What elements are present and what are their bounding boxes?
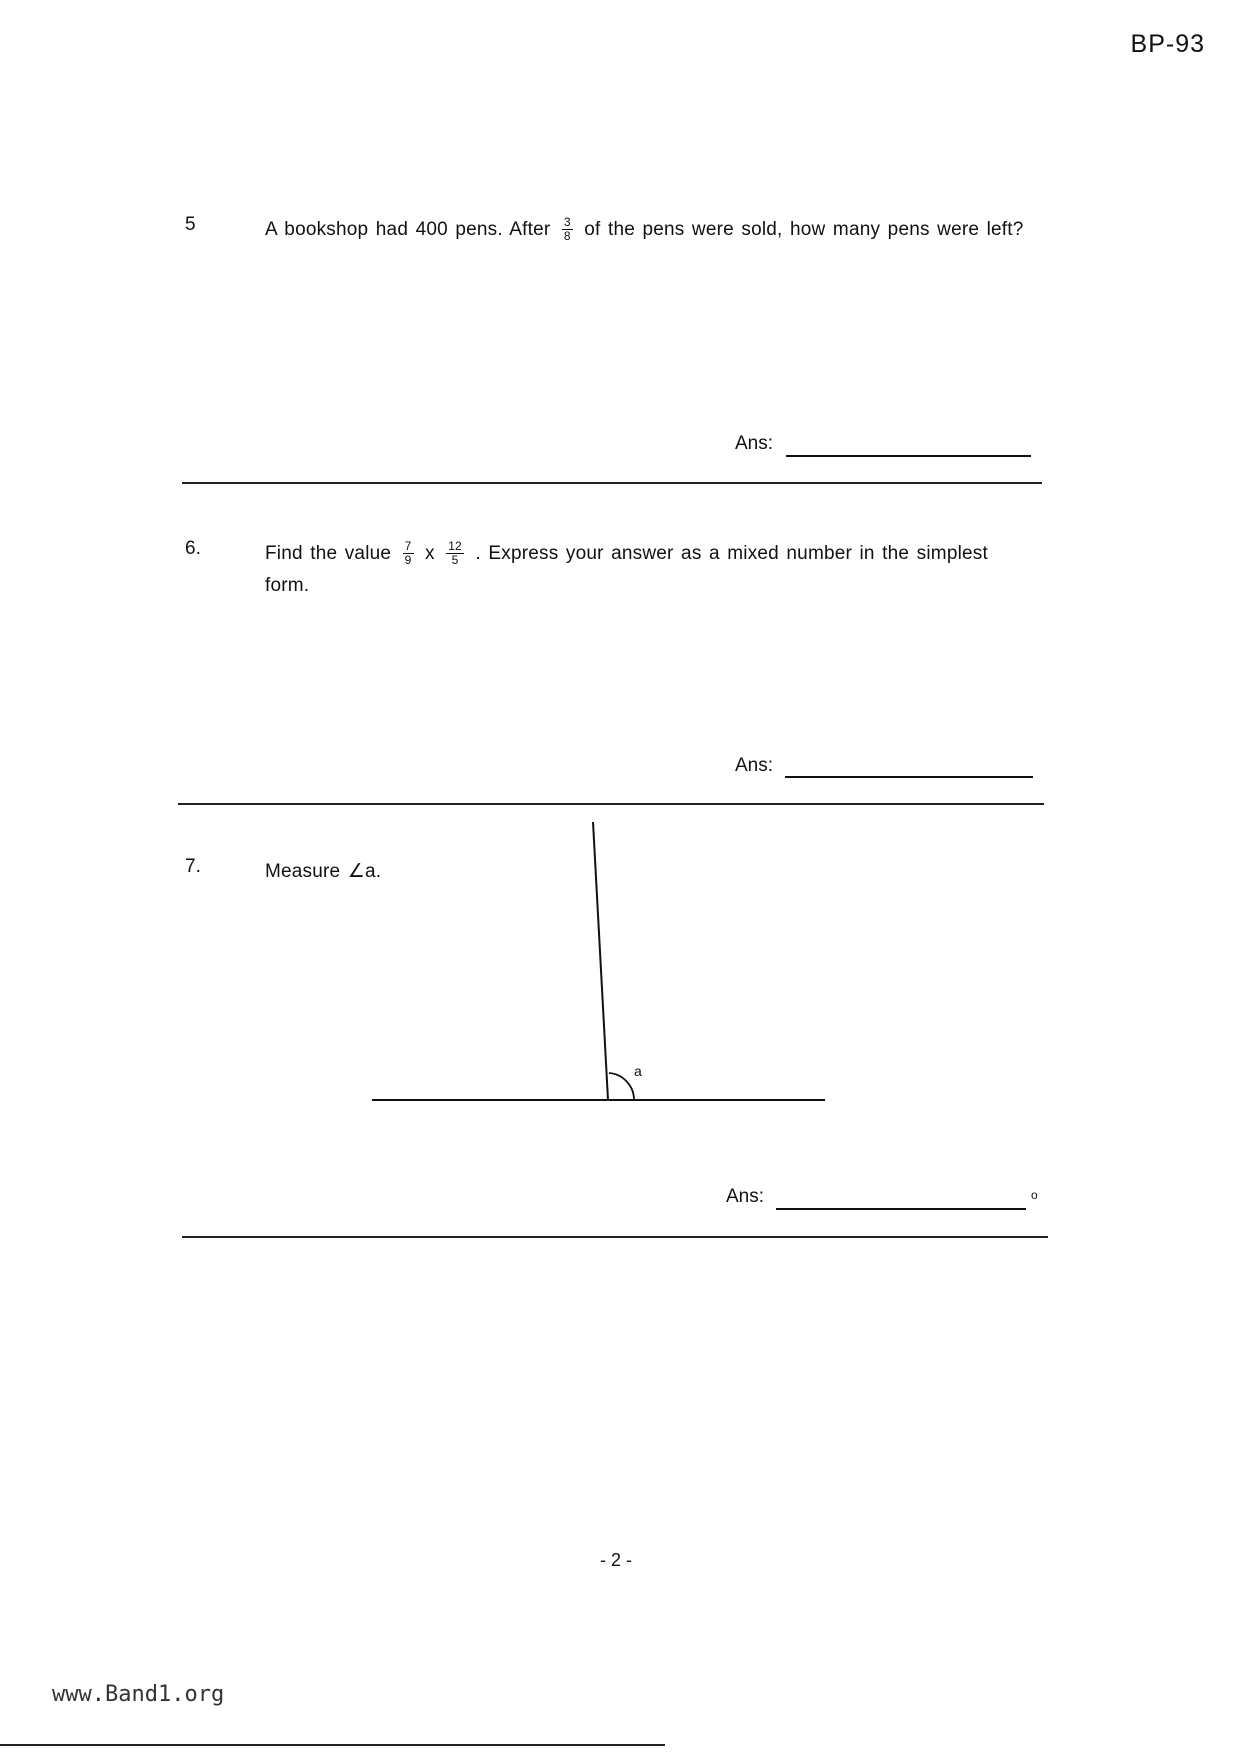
angle-arc (609, 1073, 634, 1100)
question-6-fraction-1-denominator: 9 (404, 553, 412, 568)
question-6-number: 6. (185, 538, 201, 559)
question-6-fraction-2-numerator: 12 (448, 539, 462, 554)
question-7-degree-symbol: o (1031, 1188, 1038, 1202)
footer-line (0, 1744, 665, 1746)
angle-label: a (634, 1063, 642, 1079)
question-6-answer-label: Ans: (735, 755, 774, 776)
question-5-number: 5 (185, 214, 196, 235)
question-7-number: 7. (185, 856, 201, 877)
question-5-fraction-numerator: 3 (563, 215, 571, 230)
question-6-fraction-1-numerator: 7 (404, 539, 412, 554)
question-6-text-after: . Express your answer as a mixed number in the simplest form. (265, 543, 988, 596)
question-5-answer-label: Ans: (735, 433, 774, 454)
page-number: - 2 - (600, 1550, 633, 1570)
question-7-divider (182, 1236, 1048, 1238)
question-5-fraction-denominator: 8 (563, 229, 571, 244)
angle-ray-vertical (593, 822, 608, 1100)
question-7-answer-blank[interactable] (776, 1208, 1026, 1210)
question-5-text-before: A bookshop had 400 pens. After (265, 219, 551, 240)
question-7-text: Measure ∠a. (265, 861, 382, 882)
question-5-text-after: of the pens were sold, how many pens were left? (584, 219, 1024, 240)
question-6-fraction-2-denominator: 5 (451, 553, 459, 568)
question-7-answer-label: Ans: (726, 1186, 765, 1207)
question-6-text-before: Find the value (265, 543, 392, 564)
question-6-operator: x (425, 543, 435, 564)
document-code: BP-93 (1130, 30, 1205, 58)
watermark: www.Band1.org (52, 1682, 225, 1707)
